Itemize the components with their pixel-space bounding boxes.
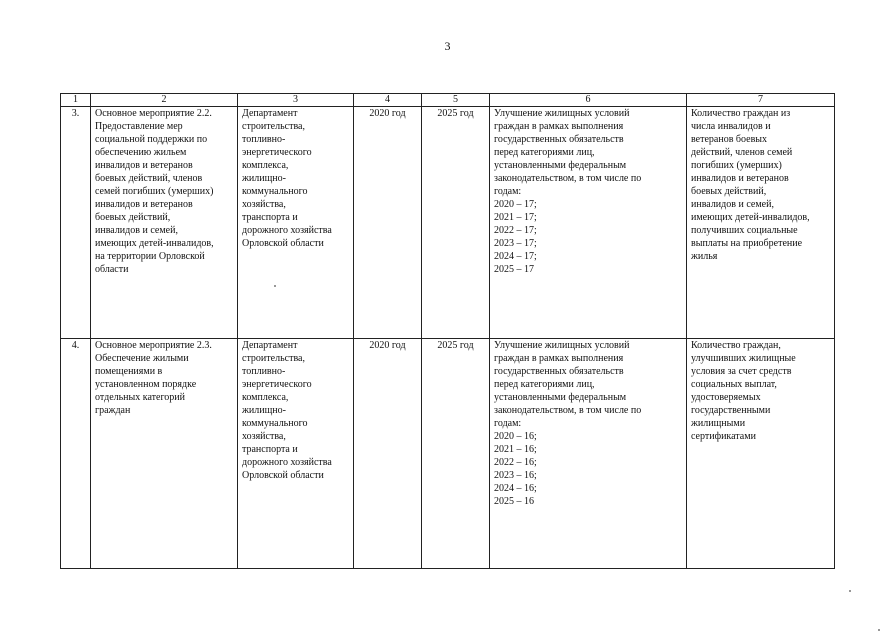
header-cell: 1	[61, 94, 91, 107]
table-header-row	[61, 94, 835, 107]
header-cell: 3	[238, 94, 354, 107]
end-year-cell: 2025 год	[422, 339, 490, 569]
executor-cell: Департамент строительства, топливно- энергетического комплекса, жилищно- коммунального хозяйства, транспорта и дорожного хозяйства Орловской области	[238, 107, 354, 339]
header-cell: 5	[422, 94, 490, 107]
scan-speck	[849, 590, 851, 592]
start-year-cell: 2020 год	[354, 339, 422, 569]
result-cell: Улучшение жилищных условий граждан в рамках выполнения государственных обязательств перед категориями лиц, установленными федеральным законодательством, в том числе по годам: 2020 – 17; 2021 – 17; 2022 – 17; 2023 – 17; 2024 – 17; 2025 – 17	[490, 107, 687, 339]
table-row	[61, 339, 835, 569]
executor-cell: Департамент строительства, топливно- энергетического комплекса, жилищно- коммунального хозяйства, транспорта и дорожного хозяйства Орловской области	[238, 339, 354, 569]
indicator-cell: Количество граждан, улучшивших жилищные условия за счет средств социальных выплат, удостоверяемых государственными жилищными сертификатами	[687, 339, 835, 569]
program-events-table	[60, 93, 835, 569]
row-number-cell: 4.	[61, 339, 91, 569]
header-cell: 4	[354, 94, 422, 107]
header-cell: 6	[490, 94, 687, 107]
scan-speck	[274, 285, 276, 287]
table-row	[61, 107, 835, 339]
indicator-cell: Количество граждан из числа инвалидов и ветеранов боевых действий, членов семей погибших (умерших) инвалидов и ветеранов боевых действий, инвалидов и семей, имеющих детей-инвалидов, получивших социальные выплаты на приобретение жилья	[687, 107, 835, 339]
page-number: 3	[444, 39, 451, 53]
start-year-cell: 2020 год	[354, 107, 422, 339]
header-cell: 7	[687, 94, 835, 107]
row-number-cell: 3.	[61, 107, 91, 339]
event-cell: Основное мероприятие 2.2. Предоставление мер социальной поддержки по обеспечению жильем инвалидов и ветеранов боевых действий, членов семей погибших (умерших) инвалидов и ветеранов боевых действий, инвалидов и семей, имеющих детей-инвалидов, на территории Орловской области	[91, 107, 238, 339]
event-cell: Основное мероприятие 2.3. Обеспечение жилыми помещениями в установленном порядке отдельных категорий граждан	[91, 339, 238, 569]
scan-speck	[878, 629, 880, 631]
end-year-cell: 2025 год	[422, 107, 490, 339]
header-cell: 2	[91, 94, 238, 107]
result-cell: Улучшение жилищных условий граждан в рамках выполнения государственных обязательств перед категориями лиц, установленными федеральным законодательством, в том числе по годам: 2020 – 16; 2021 – 16; 2022 – 16; 2023 – 16; 2024 – 16; 2025 – 16	[490, 339, 687, 569]
